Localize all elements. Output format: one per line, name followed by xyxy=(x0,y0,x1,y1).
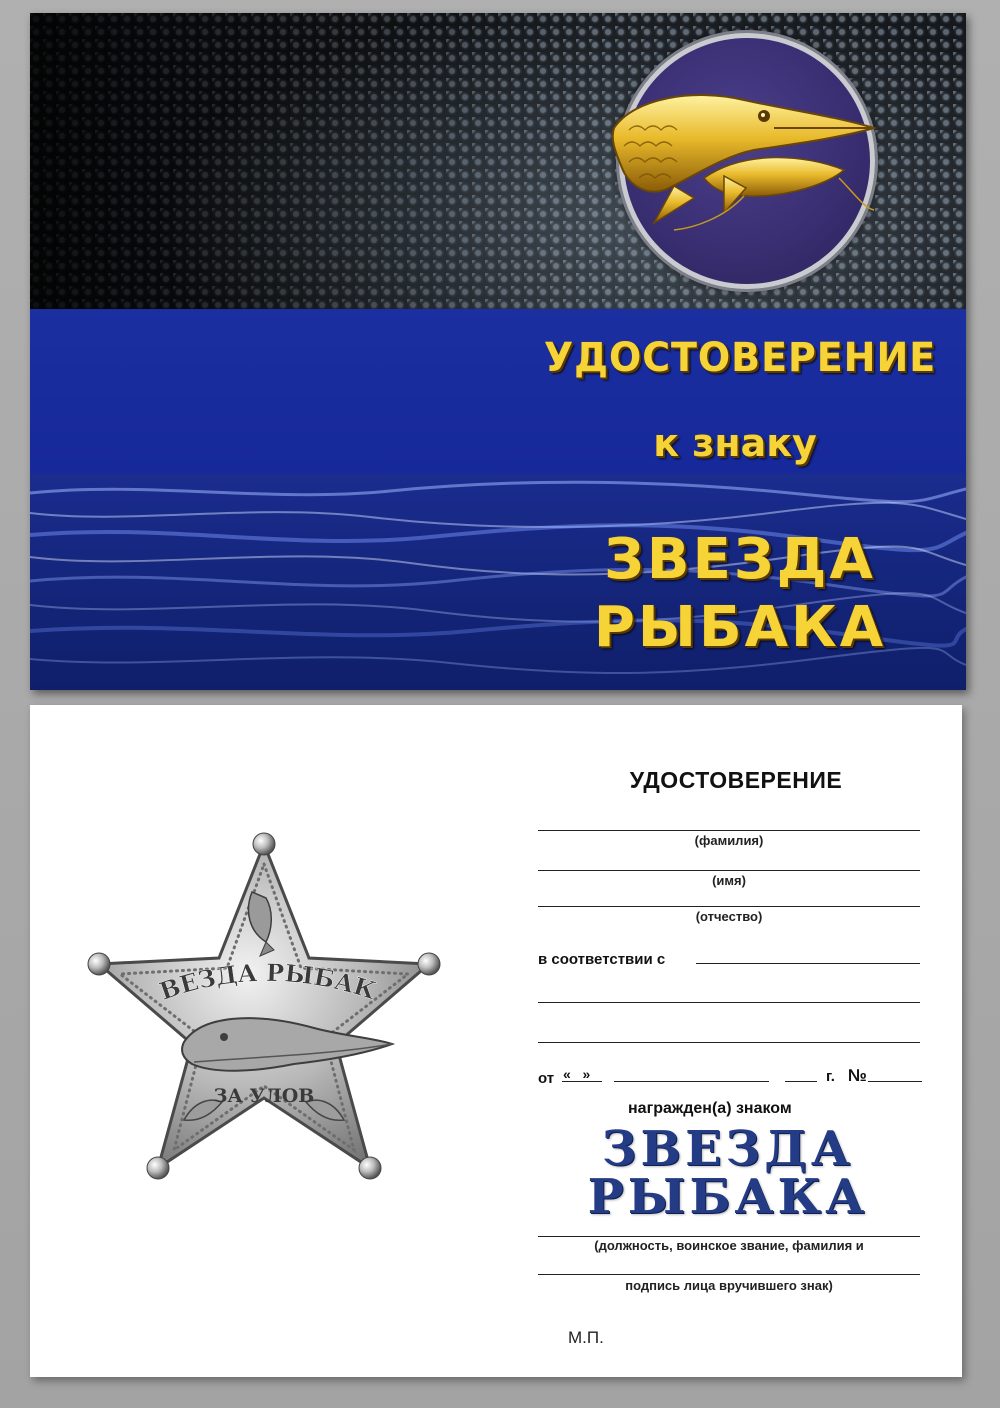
name-hint: (имя) xyxy=(712,873,746,888)
basis-line-2[interactable] xyxy=(538,1002,920,1003)
year-label: г. xyxy=(826,1068,835,1085)
number-line[interactable] xyxy=(868,1081,922,1082)
surname-hint: (фамилия) xyxy=(694,833,764,848)
star-badge xyxy=(74,832,454,1192)
cover-award-line1: ЗВЕЗДА xyxy=(604,527,876,592)
cover-subtitle: к знаку xyxy=(653,421,817,465)
award-title-line2: РЫБАКА xyxy=(587,1169,869,1225)
presenter-line-2[interactable] xyxy=(538,1274,920,1275)
cover-title: УДОСТОВЕРЕНИЕ xyxy=(543,335,937,381)
date-day-quotes: « » xyxy=(563,1066,591,1082)
date-month-line[interactable] xyxy=(614,1081,769,1082)
from-label: от xyxy=(538,1070,555,1087)
pike-fish-icon xyxy=(574,58,874,238)
badge-bottom-text: ЗА УЛОВ xyxy=(213,1085,315,1107)
certificate-cover xyxy=(30,13,966,690)
star-badge-icon xyxy=(74,832,454,1192)
presenter-hint: (должность, воинское звание, фамилия и xyxy=(594,1238,864,1253)
in-accordance-label: в соответствии с xyxy=(538,951,666,968)
basis-line-3[interactable] xyxy=(538,1042,920,1043)
surname-line[interactable] xyxy=(538,830,920,831)
form-title: УДОСТОВЕРЕНИЕ xyxy=(629,767,843,793)
pike-medallion xyxy=(619,33,875,289)
certificate-inner-page xyxy=(30,705,962,1377)
cover-award-line2: РЫБАКА xyxy=(593,595,887,660)
award-title-line1: ЗВЕЗДА xyxy=(601,1121,855,1177)
number-label: № xyxy=(848,1066,867,1085)
name-line[interactable] xyxy=(538,870,920,871)
patronymic-hint: (отчество) xyxy=(695,909,763,924)
stamp-label: М.П. xyxy=(568,1328,604,1347)
signature-hint: подпись лица вручившего знак) xyxy=(625,1278,833,1293)
date-year-line[interactable] xyxy=(785,1081,817,1082)
patronymic-line[interactable] xyxy=(538,906,920,907)
date-day-line[interactable] xyxy=(562,1081,602,1082)
presenter-line-1[interactable] xyxy=(538,1236,920,1237)
badge-top-text-path: ВЕЗДА РЫБАК xyxy=(155,957,380,1006)
certificate-form xyxy=(538,705,934,1377)
in-accordance-line[interactable] xyxy=(696,963,920,964)
awarded-label: награжден(а) знаком xyxy=(628,1100,792,1117)
